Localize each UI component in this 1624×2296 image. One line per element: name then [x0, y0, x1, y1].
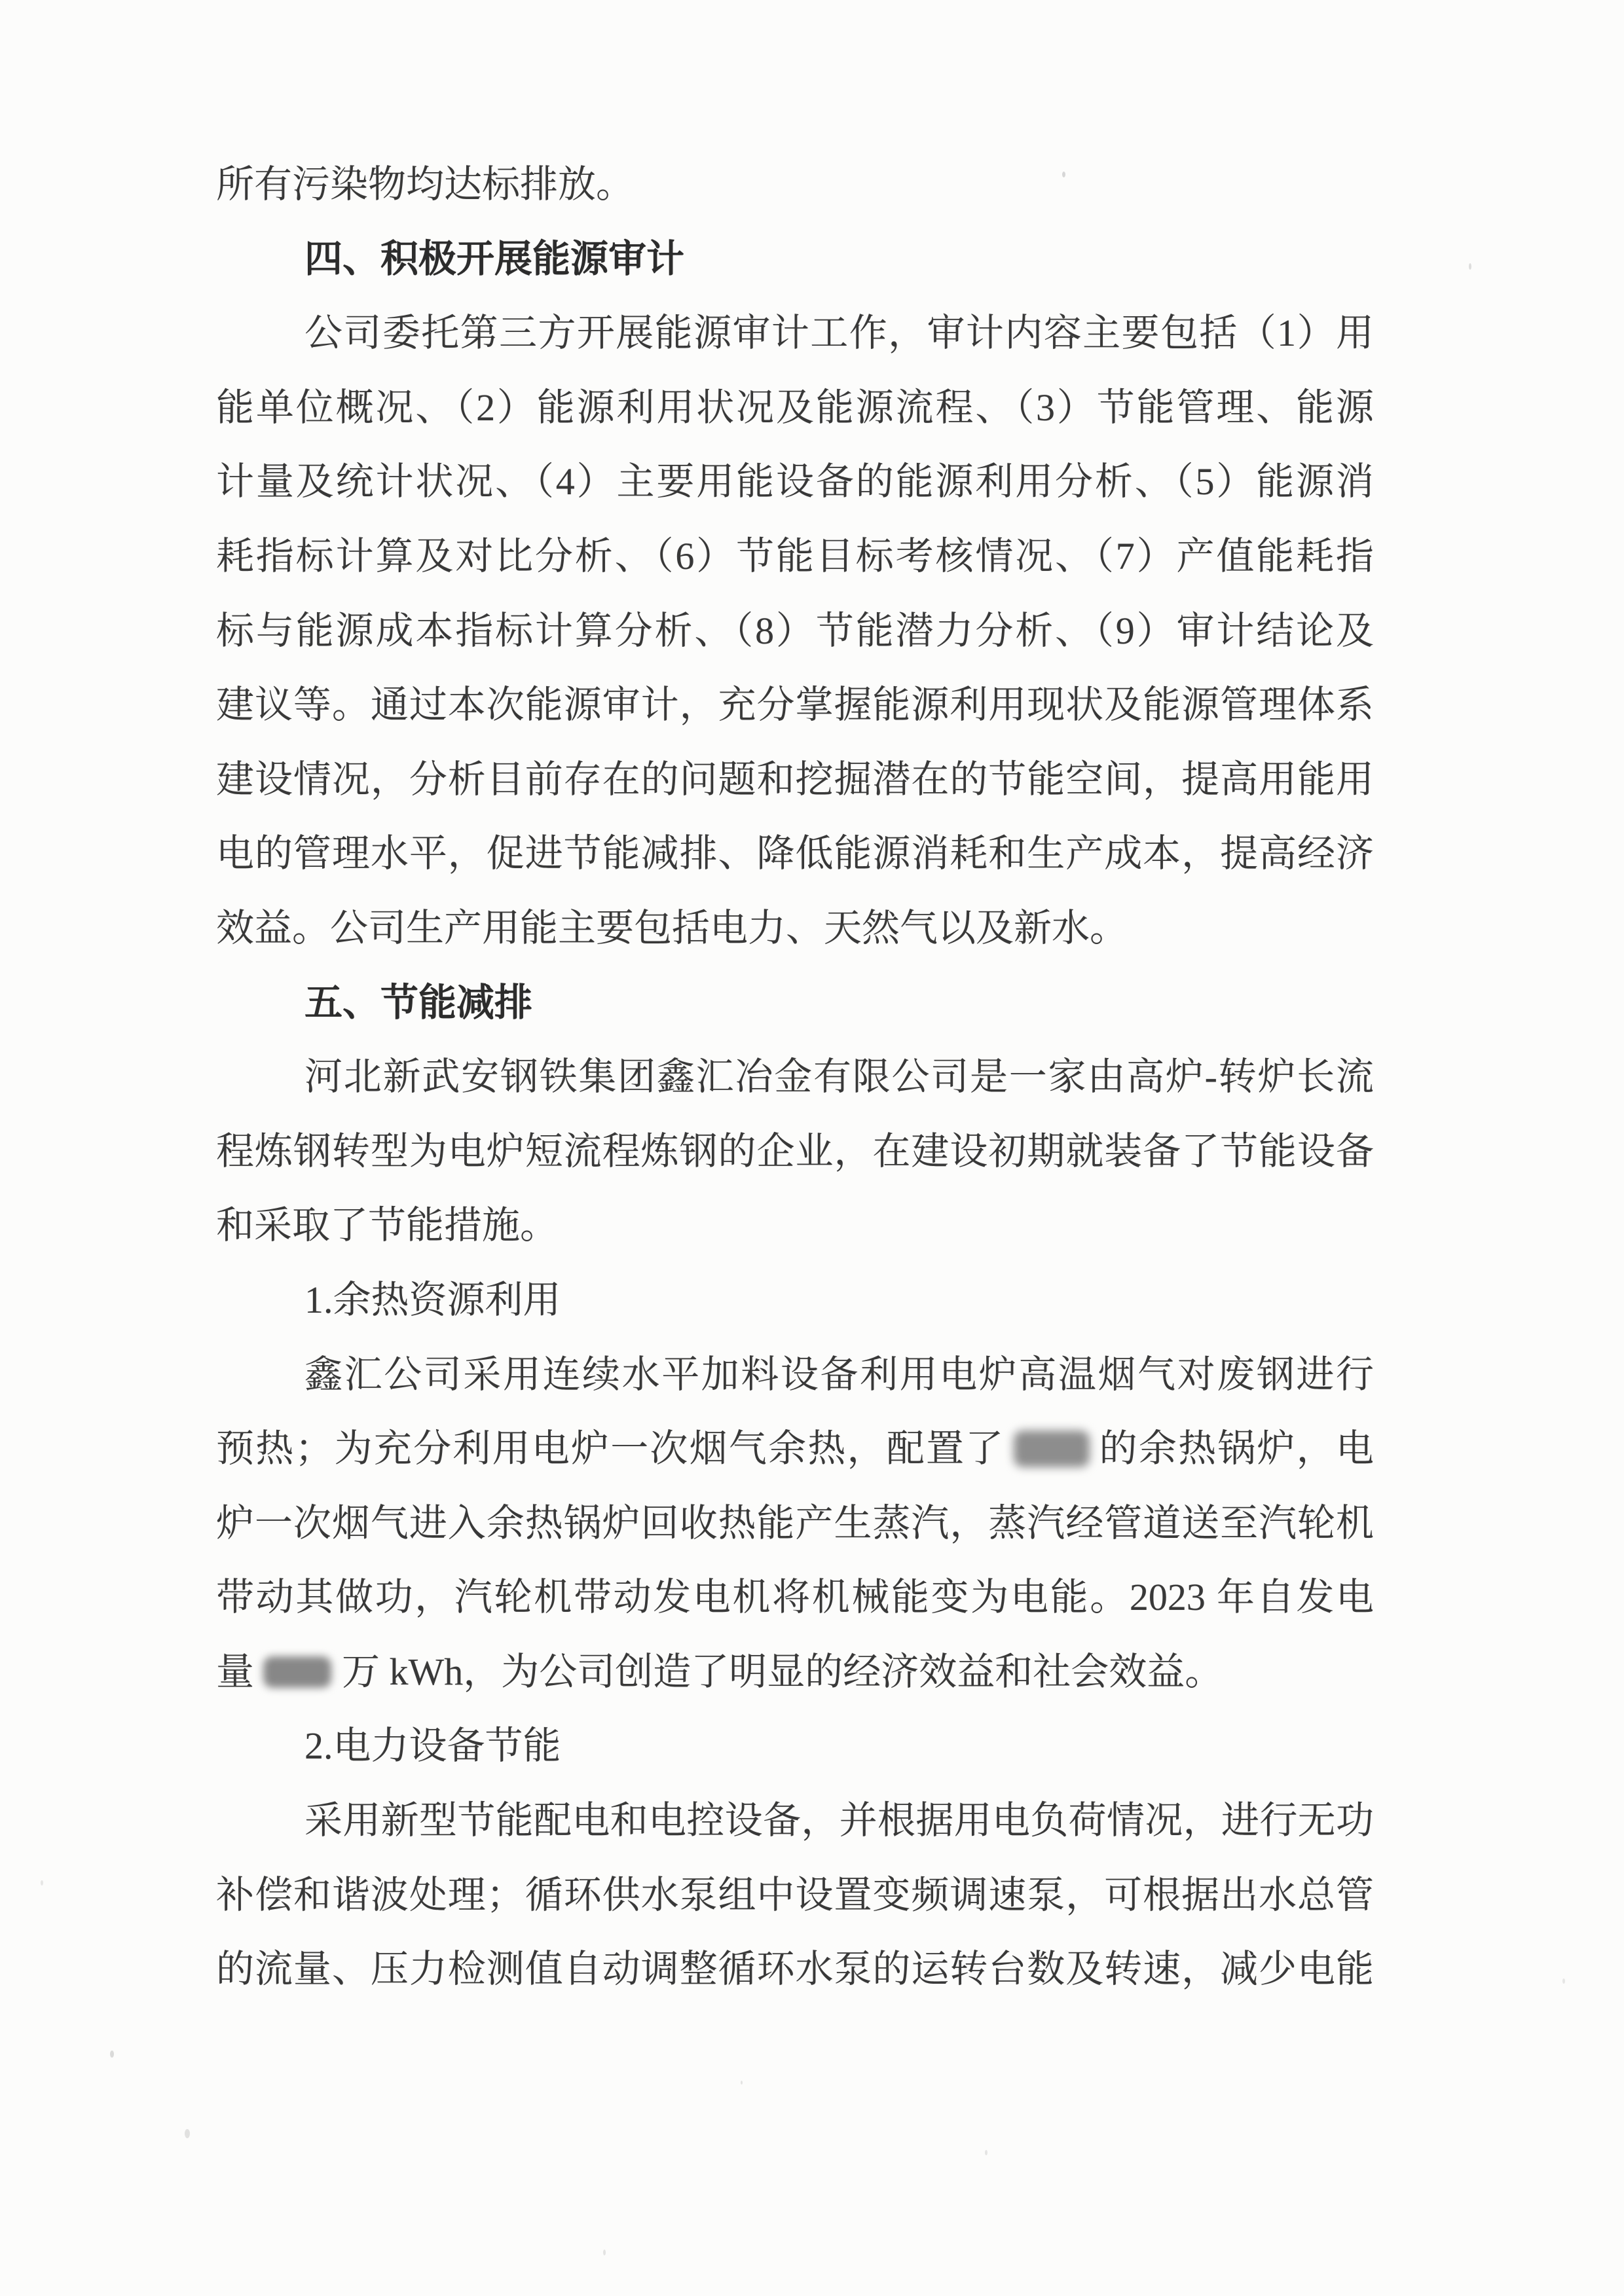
text-line: 和采取了节能措施。 — [216, 1204, 559, 1247]
text-line: 河北新武安钢铁集团鑫汇冶金有限公司是一家由高炉-转炉长流 — [304, 1055, 1374, 1099]
text-line: 程炼钢转型为电炉短流程炼钢的企业，在建设初期就装备了节能设备 — [216, 1129, 1374, 1173]
text-line: 建议等。通过本次能源审计，充分掌握能源利用现状及能源管理体系 — [216, 683, 1374, 727]
text-line: 采用新型节能配电和电控设备，并根据用电负荷情况，进行无功 — [304, 1799, 1374, 1842]
redacted-generation-value — [263, 1656, 331, 1688]
scan-speck — [985, 2150, 987, 2155]
text-line — [216, 1412, 1374, 1486]
text-segment: 的余热锅炉，电 — [1098, 1427, 1374, 1470]
text-line: 建设情况，分析目前存在的问题和挖掘潜在的节能空间，提高用能用 — [216, 757, 1374, 801]
text-line: 计量及统计状况、（4）主要用能设备的能源利用分析、（5）能源消 — [216, 460, 1374, 503]
section-heading: 五、节能减排 — [304, 981, 533, 1024]
text-segment: 万 kWh，为公司创造了明显的经济效益和社会效益。 — [342, 1650, 1223, 1693]
text-line: 所有污染物均达标排放。 — [216, 163, 635, 206]
text-line: 公司委托第三方开展能源审计工作，审计内容主要包括（1）用 — [304, 312, 1374, 355]
section-heading: 四、积极开展能源审计 — [304, 237, 685, 280]
text-line: 效益。公司生产用能主要包括电力、天然气以及新水。 — [216, 906, 1128, 949]
scan-speck — [1469, 263, 1471, 270]
text-line: 补偿和谐波处理；循环供水泵组中设置变频调速泵，可根据出水总管 — [216, 1873, 1374, 1916]
text-line: 耗指标计算及对比分析、（6）节能目标考核情况、（7）产值能耗指 — [216, 534, 1374, 577]
text-line: 标与能源成本指标计算分析、（8）节能潜力分析、（9）审计结论及 — [216, 609, 1374, 652]
text-line: 炉一次烟气进入余热锅炉回收热能产生蒸汽，蒸汽经管道送至汽轮机 — [216, 1501, 1374, 1544]
text-line: 鑫汇公司采用连续水平加料设备利用电炉高温烟气对废钢进行 — [304, 1353, 1374, 1396]
text-block — [216, 147, 1374, 2007]
scan-speck — [185, 2129, 190, 2138]
scan-speck — [603, 2250, 606, 2255]
text-line: 1.余热资源利用 — [304, 1278, 561, 1321]
text-segment: 量 — [216, 1650, 255, 1693]
scan-speck — [1562, 1978, 1565, 1984]
text-line: 电的管理水平，促进节能减排、降低能源消耗和生产成本，提高经济 — [216, 832, 1374, 875]
redacted-boiler-spec — [1014, 1430, 1090, 1467]
text-line: 能单位概况、（2）能源利用状况及能源流程、（3）节能管理、能源 — [216, 386, 1374, 429]
scan-speck — [741, 2081, 743, 2085]
text-line: 带动其做功，汽轮机带动发电机将机械能变为电能。2023 年自发电 — [216, 1576, 1374, 1619]
text-line — [216, 1635, 1374, 1709]
scan-speck — [110, 2050, 114, 2058]
text-line: 2.电力设备节能 — [304, 1724, 561, 1768]
text-segment: 预热；为充分利用电炉一次烟气余热，配置了 — [216, 1427, 1005, 1470]
text-line: 的流量、压力检测值自动调整循环水泵的运转台数及转速，减少电能 — [216, 1948, 1374, 1991]
scan-speck — [41, 1880, 43, 1886]
